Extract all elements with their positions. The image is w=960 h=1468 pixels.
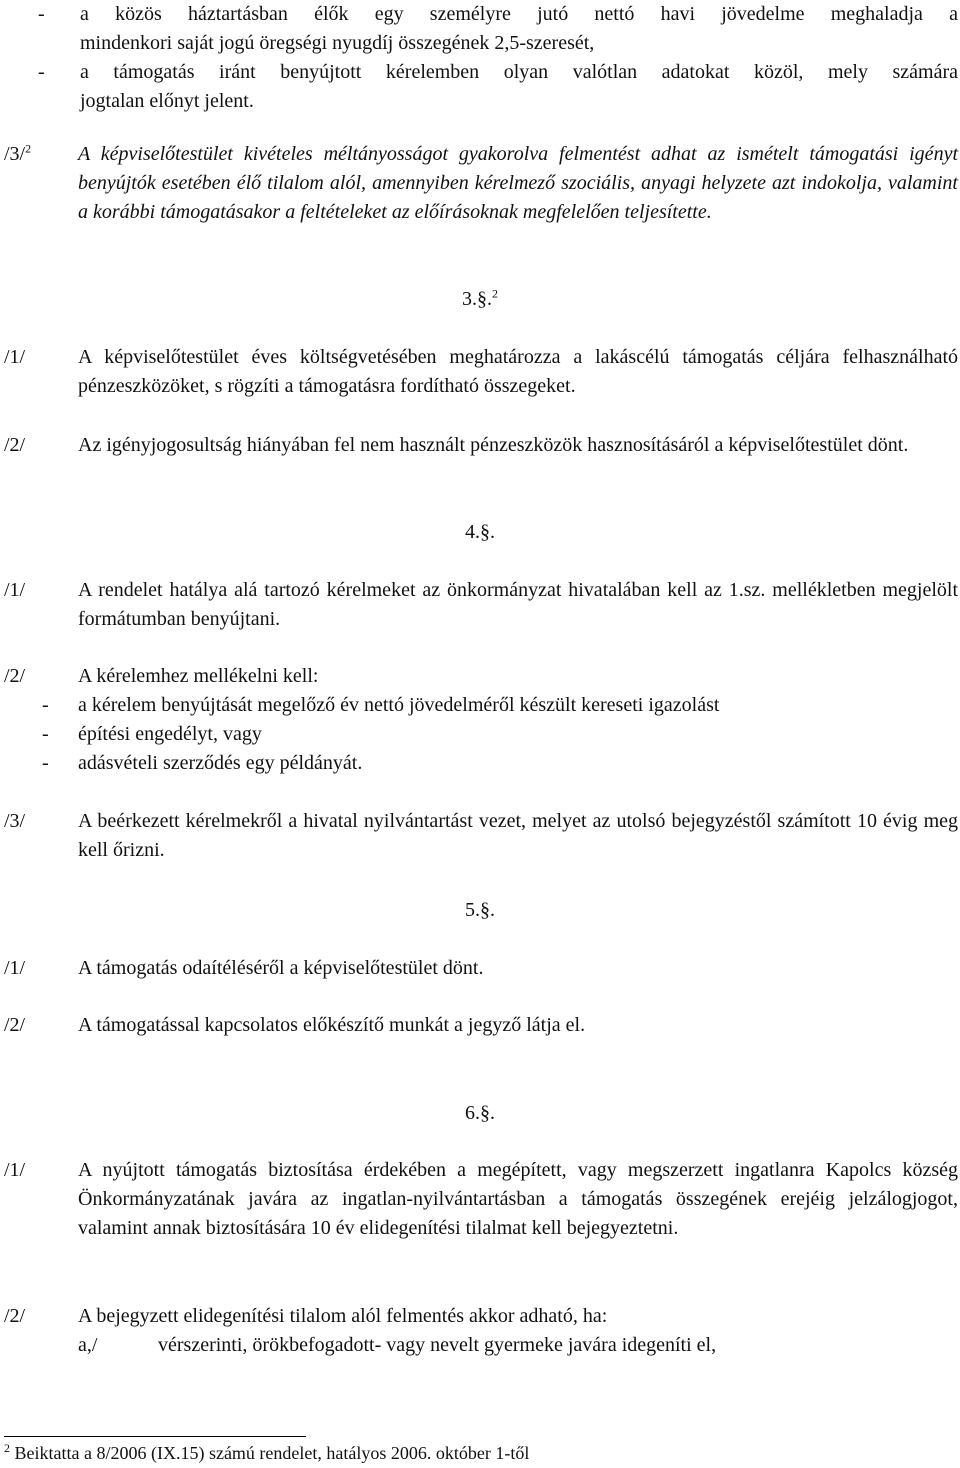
footnote-separator: [4, 1436, 306, 1437]
list-dash: -: [38, 61, 45, 83]
paragraph-text: A kérelemhez mellékelni kell:: [78, 665, 319, 687]
paragraph-text: A nyújtott támogatás biztosítása érdekében a megépített, vagy megszerzett ingatlanra Kapolcs község Önkormányzatának javára az ingatlan-nyilvántartásban a támogatás összegének erejéig jelzálogjogot, valamint annak biztosítására 10 év elidegenítési tilalmat kell bejegyeztetni.: [78, 1159, 958, 1239]
paragraph-5-1: [4, 954, 958, 983]
list-item-line: mindenkori saját jogú öregségi nyugdíj összegének 2,5-szeresét,: [80, 32, 595, 54]
paragraph-number: /2/: [4, 434, 26, 456]
attachment-item: [38, 691, 958, 720]
footnote: [4, 1441, 529, 1465]
paragraph-4-2: [4, 662, 958, 778]
footnote-marker: 2: [4, 1441, 10, 1455]
paragraph-3-2: [4, 140, 958, 227]
section-heading-4: 4.§.: [465, 521, 495, 543]
paragraph-number: /3/: [4, 810, 26, 832]
paragraph-3-1: [4, 343, 958, 401]
list-item-line: a támogatás iránt benyújtott kérelemben olyan valótlan adatokat közöl, mely számára: [80, 61, 958, 83]
paragraph-number: /3/$^2$: [4, 141, 32, 165]
attachment-item: [38, 749, 958, 778]
footnote-text: Beiktatta a 8/2006 (IX.15) számú rendelet, hatályos 2006. október 1-től: [14, 1443, 530, 1463]
paragraph-6-1: [4, 1156, 958, 1243]
paragraph-text: A rendelet hatálya alá tartozó kérelmeket az önkormányzat hivatalában kell az 1.sz. mellékletben megjelölt formátumban benyújtani.: [78, 579, 958, 630]
paragraph-number: /1/: [4, 579, 26, 601]
list-dash: -: [42, 694, 49, 716]
paragraph-text: A képviselőtestület kivételes méltányosságot gyakorolva felmentést adhat az ismételt támogatási igényt benyújtók esetében élő tilalom alól, amennyiben kérelmező szociális, anyagi helyzete azt indokolja, valamint a korábbi támogatásakor a feltételeket az előírásoknak megfelelően teljesítette.: [78, 143, 958, 223]
condition-item: [78, 1331, 958, 1360]
list-item-line: a közös háztartásban élők egy személyre jutó nettó havi jövedelme meghaladja a: [80, 3, 958, 25]
paragraph-text: Az igényjogosultság hiányában fel nem használt pénzeszközök hasznosításáról a képviselőtestület dönt.: [78, 434, 909, 456]
list-item-line: jogtalan előnyt jelent.: [80, 90, 254, 112]
paragraph-text: A beérkezett kérelmekről a hivatal nyilvántartást vezet, melyet az utolsó bejegyzéstől számított 10 évig meg kell őrizni.: [78, 810, 958, 861]
list-dash: -: [42, 752, 49, 774]
list-dash: -: [42, 723, 49, 745]
paragraph-5-2: [4, 1011, 958, 1040]
paragraph-4-3: [4, 807, 958, 865]
condition-text: vérszerinti, örökbefogadott- vagy nevelt gyermeke javára idegeníti el,: [158, 1334, 717, 1356]
section-heading-5: 5.§.: [465, 899, 495, 921]
paragraph-number: /1/: [4, 1159, 26, 1181]
paragraph-text: A bejegyzett elidegenítési tilalom alól felmentés akkor adható, ha:: [78, 1305, 608, 1327]
paragraph-number: /2/: [4, 665, 26, 687]
attachment-item-text: építési engedélyt, vagy: [78, 723, 262, 745]
attachment-item-text: a kérelem benyújtását megelőző év nettó jövedelméről készült kereseti igazolást: [78, 694, 720, 716]
paragraph-4-1: [4, 576, 958, 634]
paragraph-6-2: [4, 1302, 958, 1360]
paragraph-3-2b: [4, 431, 958, 460]
paragraph-text: A támogatás odaítéléséről a képviselőtestület dönt.: [78, 957, 484, 979]
attachment-item-text: adásvételi szerződés egy példányát.: [78, 752, 363, 774]
paragraph-text: A képviselőtestület éves költségvetésében meghatározza a lakáscélú támogatás céljára felhasználható pénzeszközöket, s rögzíti a támogatásra fordítható összegeket.: [78, 346, 958, 397]
list-dash: -: [38, 3, 45, 25]
paragraph-text: A támogatással kapcsolatos előkészítő munkát a jegyző látja el.: [78, 1014, 586, 1036]
section-heading-3: 3.§.$^2$: [462, 286, 498, 310]
footnote-ref: 2: [492, 286, 498, 301]
paragraph-number: /2/: [4, 1014, 26, 1036]
paragraph-number: /1/: [4, 346, 26, 368]
paragraph-number: /2/: [4, 1305, 26, 1327]
condition-label: a,/: [78, 1334, 98, 1356]
section-heading-6: 6.§.: [465, 1102, 495, 1124]
attachment-item: [38, 720, 958, 749]
paragraph-number: /1/: [4, 957, 26, 979]
footnote-ref: 2: [25, 141, 32, 156]
